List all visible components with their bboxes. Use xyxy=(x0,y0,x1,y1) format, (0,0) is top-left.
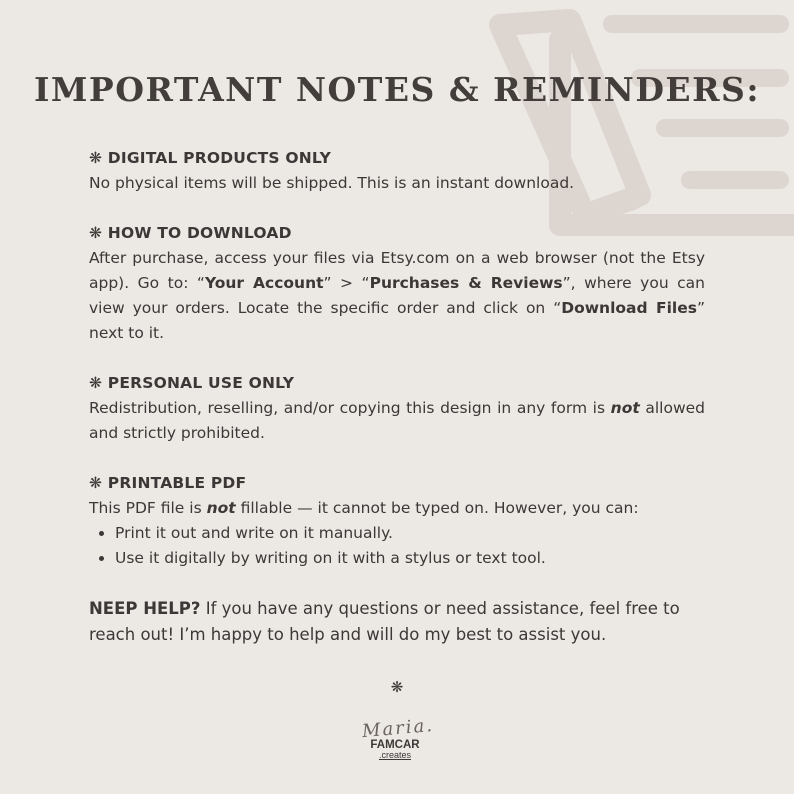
text-run: No physical items will be shipped. This is an instant download. xyxy=(89,174,575,192)
section-digital-products xyxy=(89,146,705,196)
help-label: NEEP HELP? xyxy=(89,599,201,618)
help-paragraph xyxy=(89,596,705,648)
emphasis-text: not xyxy=(610,399,640,417)
text-run: Redistribution, reselling, and/or copying this design in any form is xyxy=(89,399,611,417)
section-heading: ❋ HOW TO DOWNLOAD xyxy=(89,224,292,242)
bullet-item: • Print it out and write on it manually. xyxy=(115,521,705,546)
emphasis-text: Your Account xyxy=(204,274,324,292)
bullet-list xyxy=(89,521,705,571)
emphasis-text: Purchases & Reviews xyxy=(369,274,563,292)
logo-script: Maria. xyxy=(361,714,435,743)
text-run: ”, where you can view your orders. Locate the specific order and click on “ xyxy=(89,274,706,317)
emphasis-text: not xyxy=(206,499,236,517)
logo-brand: FAMCAR xyxy=(370,739,420,751)
text-run: This PDF file is xyxy=(89,499,207,517)
section-personal-use xyxy=(89,371,705,446)
text-run: After purchase, access your files via Etsy.com on a web browser (not the Etsy app). Go to: “ xyxy=(89,249,705,292)
text-run: ” next to it. xyxy=(89,299,705,342)
text-run: ” > “ xyxy=(323,274,370,292)
section-heading: ❋ PERSONAL USE ONLY xyxy=(89,374,295,392)
section-text xyxy=(89,246,705,346)
page-title: IMPORTANT NOTES & REMINDERS: xyxy=(33,70,761,109)
section-text xyxy=(89,171,705,196)
logo-sub: .creates xyxy=(378,750,411,760)
section-text xyxy=(89,496,705,521)
section-printable-pdf xyxy=(89,471,705,571)
text-run: allowed and strictly prohibited. xyxy=(89,399,705,442)
footer-star-icon: ❋ xyxy=(390,678,404,696)
emphasis-text: Download Files xyxy=(561,299,697,317)
section-heading: ❋ PRINTABLE PDF xyxy=(89,474,247,492)
brand-logo xyxy=(340,714,450,760)
section-text xyxy=(89,396,705,446)
notes-content xyxy=(89,146,705,648)
help-text: If you have any questions or need assistance, feel free to reach out! I’m happy to help and will do my best to assist you. xyxy=(89,599,680,644)
section-heading: ❋ DIGITAL PRODUCTS ONLY xyxy=(89,149,332,167)
section-how-to-download xyxy=(89,221,705,346)
bullet-item: • Use it digitally by writing on it with a stylus or text tool. xyxy=(115,546,705,571)
text-run: fillable — it cannot be typed on. However, you can: xyxy=(235,499,639,517)
